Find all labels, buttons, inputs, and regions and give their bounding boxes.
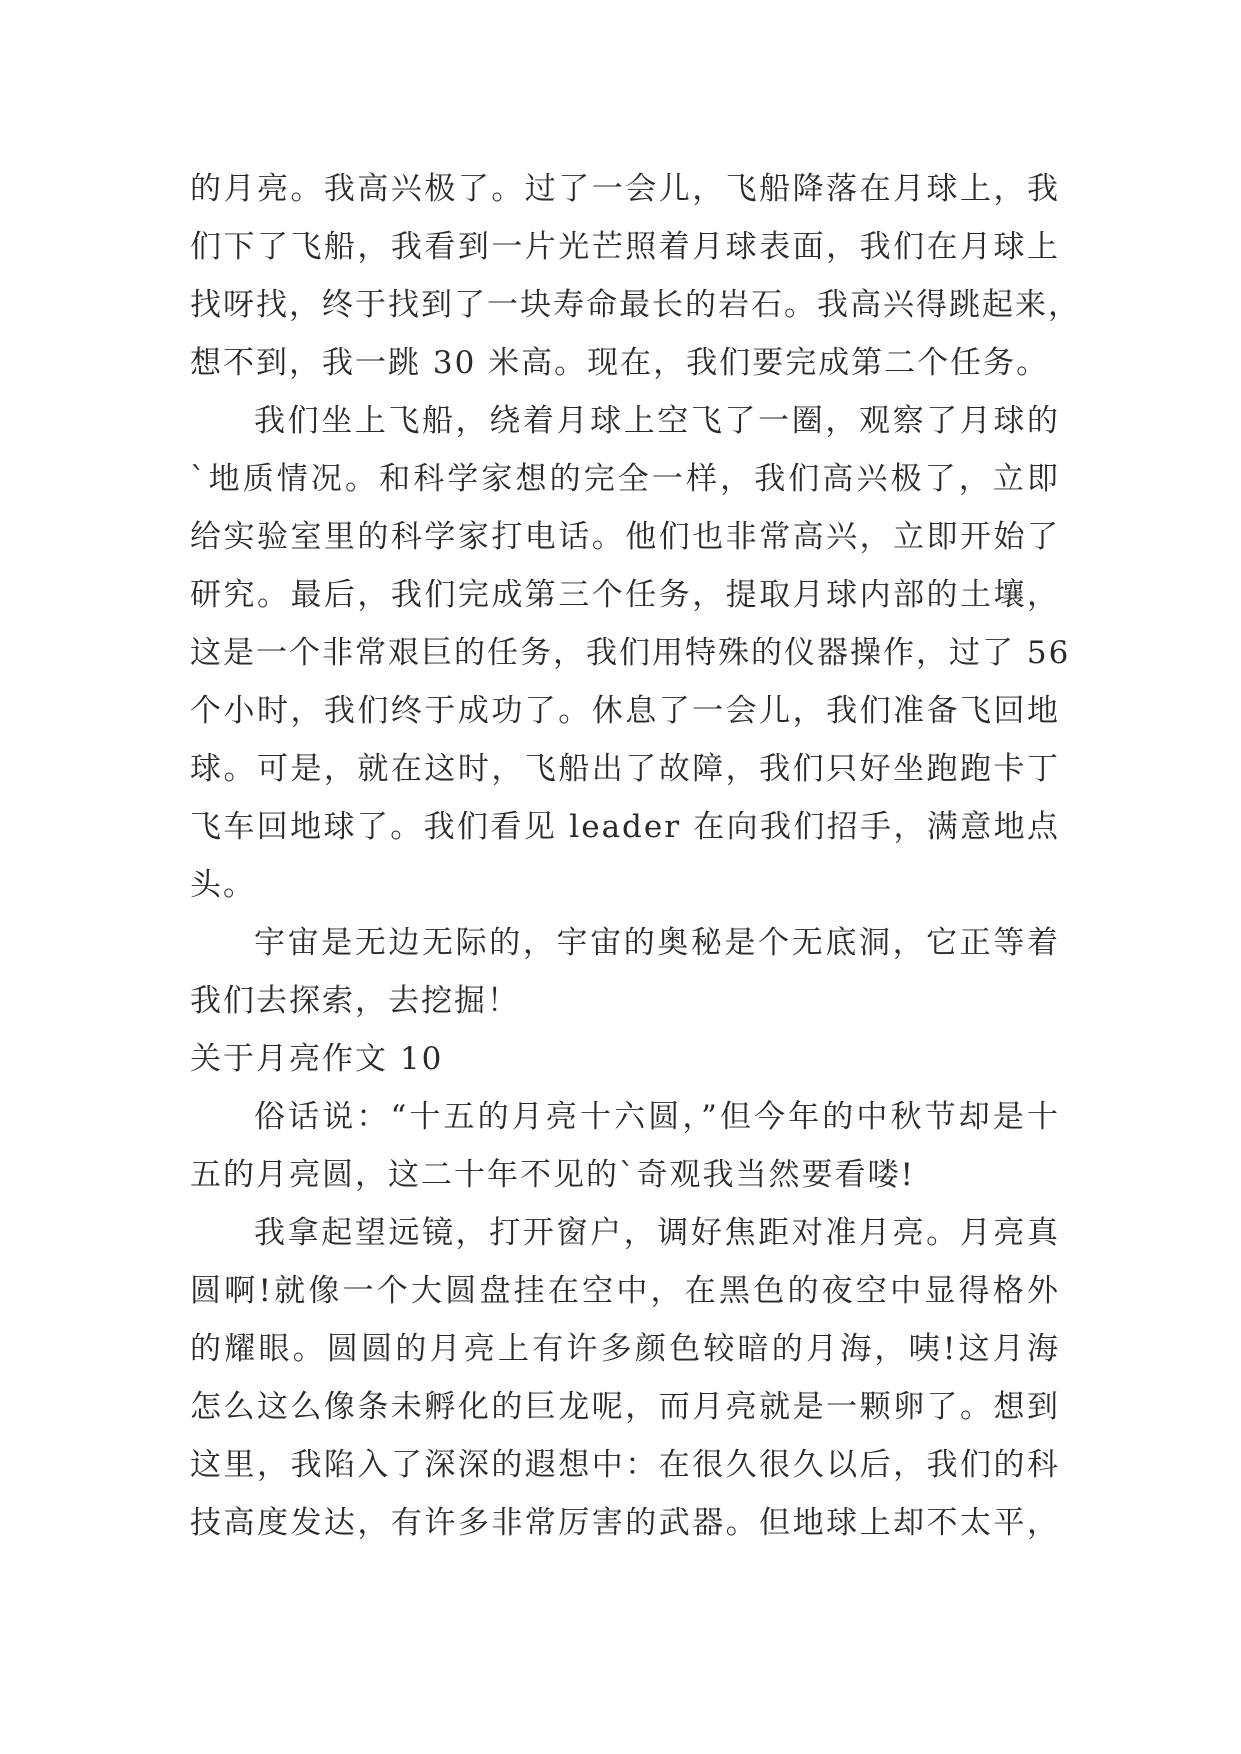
paragraph-line: 怎么这么像条未孵化的巨龙呢，而月亮就是一颗卵了。想到 bbox=[190, 1389, 1060, 1425]
paragraph-line: 我们去探索，去挖掘！ bbox=[190, 983, 520, 1019]
paragraph-line: 给实验室里的科学家打电话。他们也非常高兴，立即开始了 bbox=[190, 519, 1060, 555]
paragraph-line: 我拿起望远镜，打开窗户，调好焦距对准月亮。月亮真 bbox=[254, 1215, 1060, 1251]
paragraph-line: 技高度发达，有许多非常厉害的武器。但地球上却不太平， bbox=[190, 1505, 1060, 1541]
paragraph-line: 俗话说：“十五的月亮十六圆，”但今年的中秋节却是十 bbox=[254, 1099, 1060, 1135]
paragraph-line: `地质情况。和科学家想的完全一样，我们高兴极了，立即 bbox=[190, 461, 1060, 497]
paragraph-line: 圆啊!就像一个大圆盘挂在空中，在黑色的夜空中显得格外 bbox=[190, 1273, 1060, 1309]
paragraph-line: 找呀找，终于找到了一块寿命最长的岩石。我高兴得跳起来， bbox=[190, 287, 1081, 323]
paragraph-line: 这里，我陷入了深深的遐想中：在很久很久以后，我们的科 bbox=[190, 1447, 1060, 1483]
paragraph-line: 们下了飞船，我看到一片光芒照着月球表面，我们在月球上 bbox=[190, 229, 1060, 265]
paragraph-line: 球。可是，就在这时，飞船出了故障，我们只好坐跑跑卡丁 bbox=[190, 751, 1060, 787]
paragraph-line: 宇宙是无边无际的，宇宙的奥秘是个无底洞，它正等着 bbox=[254, 925, 1060, 961]
paragraph-line: 这是一个非常艰巨的任务，我们用特殊的仪器操作，过了 56 bbox=[190, 635, 1071, 671]
paragraph-line: 五的月亮圆，这二十年不见的`奇观我当然要看喽! bbox=[190, 1157, 915, 1193]
paragraph-line: 研究。最后，我们完成第三个任务，提取月球内部的土壤， bbox=[190, 577, 1060, 613]
paragraph-line: 个小时，我们终于成功了。休息了一会儿，我们准备飞回地 bbox=[190, 693, 1060, 729]
paragraph-line: 飞车回地球了。我们看见 leader 在向我们招手，满意地点 bbox=[190, 809, 1060, 845]
paragraph-line: 的耀眼。圆圆的月亮上有许多颜色较暗的月海，咦!这月海 bbox=[190, 1331, 1060, 1367]
paragraph-line: 的月亮。我高兴极了。过了一会儿，飞船降落在月球上，我 bbox=[190, 171, 1060, 207]
paragraph-line: 我们坐上飞船，绕着月球上空飞了一圈，观察了月球的 bbox=[254, 403, 1060, 439]
section-heading: 关于月亮作文 10 bbox=[190, 1041, 444, 1077]
article-body bbox=[190, 160, 1081, 1552]
paragraph-line: 想不到，我一跳 30 米高。现在，我们要完成第二个任务。 bbox=[190, 345, 1050, 381]
paragraph-line: 头。 bbox=[190, 867, 256, 903]
